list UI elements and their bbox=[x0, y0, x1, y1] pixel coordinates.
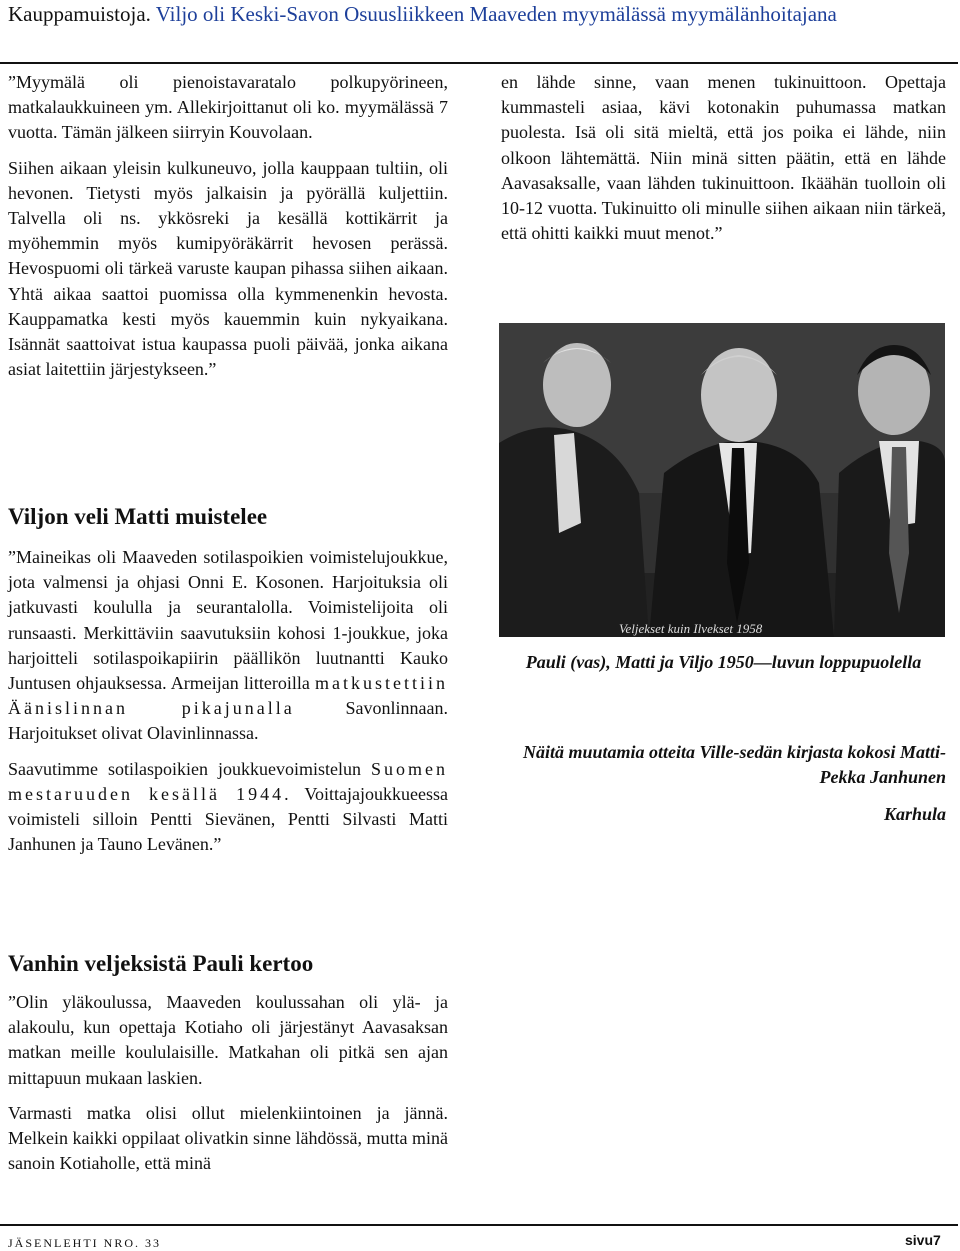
pauli-paragraph-1: ”Olin yläkoulussa, Maaveden koulussahan oli ylä- ja alakoulu, kun opettaja Kotiaho oli järjestänyt Aavasaksan matkan meille koululaisille. Matkahan oli pitkä sen ajan mittapuun mukaan laskien. bbox=[8, 992, 448, 1088]
footer-rule bbox=[0, 1224, 958, 1226]
matti-p1-text-c: Savonlinnaan. Harjoitukset olivat Olavinlinnassa. bbox=[8, 698, 448, 744]
intro-paragraph-1: ”Myymälä oli pienoistavaratalo polkupyörineen, matkalaukkuineen ym. Allekirjoittanut oli ko. myymälässä 7 vuotta. Tämän jälkeen siirryin Kouvolaan. bbox=[8, 72, 448, 143]
matti-paragraph-1 bbox=[8, 545, 448, 747]
title-prefix: Kauppamuistoja. bbox=[8, 2, 156, 26]
pauli-heading: Vanhin veljeksistä Pauli kertoo bbox=[8, 951, 314, 976]
brothers-photo-image bbox=[499, 323, 945, 637]
brothers-photo bbox=[499, 323, 945, 637]
matti-p2-text-c: Voittajajoukkueessa voimisteli silloin Pentti Sievänen, Pentti Silvasti Matti Janhunen ja Tauno Levänen.” bbox=[8, 783, 448, 855]
place-caption: Karhula bbox=[883, 804, 946, 824]
pauli-section bbox=[8, 950, 448, 1176]
pauli-continuation: en lähde sinne, vaan menen tukinuittoon. Opettaja kummasteli asiaa, kävi kotonakin puhumassa matkan puolesta. Isä oli sitä mieltä, että jos poika ei lähde, niin olkoon lähtemättä. Niin minä sitten päätin, että en lähde Aavasaksalle, vaan lähden tukinuittoon. Ikäähän tuolloin oli 10-12 vuotta. Tukinuitto oli minulle siihen aikaan niin tärkeä, että ohitti kaikki muut menot.” bbox=[501, 72, 946, 244]
journal-number: JÄSENLEHTI NRO. 33 bbox=[8, 1236, 161, 1250]
right-intro-column bbox=[501, 70, 946, 246]
matti-p2-text-b: Suomen mestaruuden kesällä 1944. bbox=[8, 758, 449, 804]
matti-p1-text-b: matkustettiin Äänislinnan pikajunalla bbox=[8, 673, 448, 719]
pauli-paragraph-2: Varmasti matka olisi ollut mielenkiintoinen ja jännä. Melkein kaikki oppilaat olivatkin sinne lähdössä, mutta minä sanoin Kotiaholle, että minä bbox=[8, 1102, 448, 1174]
header-rule bbox=[0, 62, 958, 64]
photo-caption: Pauli (vas), Matti ja Viljo 1950—luvun loppupuolella bbox=[525, 652, 922, 672]
matti-section bbox=[8, 503, 448, 857]
page-number: sivu7 bbox=[905, 1232, 941, 1248]
page-title bbox=[8, 0, 838, 28]
photo-inscription: Veljekset kuin Ilvekset 1958 bbox=[619, 621, 763, 636]
matti-p2-text-a: Saavutimme sotilaspoikien joukkuevoimistelun bbox=[8, 758, 361, 779]
matti-p1-text-a: ”Maineikas oli Maaveden sotilaspoikien voimistelujoukkue, jota valmensi ja ohjasi Onni E. Kosonen. Harjoituksia oli jatkuvasti koululla ja seurantalolla. Voimistelijoita oli runsaasti. Merkittäviin saavutuksiin kohosi 1-joukkue, joka harjoitteli sotilaspoikapiirin päällikön luutnantti Kauko Juntusen ohjauksessa. Armeijan litteroilla bbox=[8, 547, 448, 694]
matti-paragraph-2 bbox=[8, 757, 448, 858]
credit-caption: Näitä muutamia otteita Ville-sedän kirjasta kokosi Matti-Pekka Janhunen bbox=[522, 742, 946, 787]
matti-heading: Viljon veli Matti muistelee bbox=[8, 504, 268, 529]
title-main: Viljo oli Keski-Savon Osuusliikkeen Maaveden myymälässä myymälänhoitajana bbox=[155, 2, 837, 26]
left-intro-column bbox=[8, 70, 448, 382]
intro-paragraph-2: Siihen aikaan yleisin kulkuneuvo, jolla kauppaan tultiin, oli hevonen. Tietysti myös jalkaisin ja pyörällä kuljettiin. Talvella oli ns. ykkösreki ja kesällä kottikärrit ja myöhemmin myös kumipyöräkärrit hevosen perässä. Hevospuomi oli tärkeä varuste kaupan pihassa siihen aikaan. Yhtä aikaa saattoi puomissa olla kymmenenkin hevosta. Kauppamatka kesti myös kauemmin kuin nykyaikana. Isännät saattoivat istua kaupassa puoli päivää, jonka aikana asiat laitettiin järjestykseen.” bbox=[8, 157, 448, 380]
